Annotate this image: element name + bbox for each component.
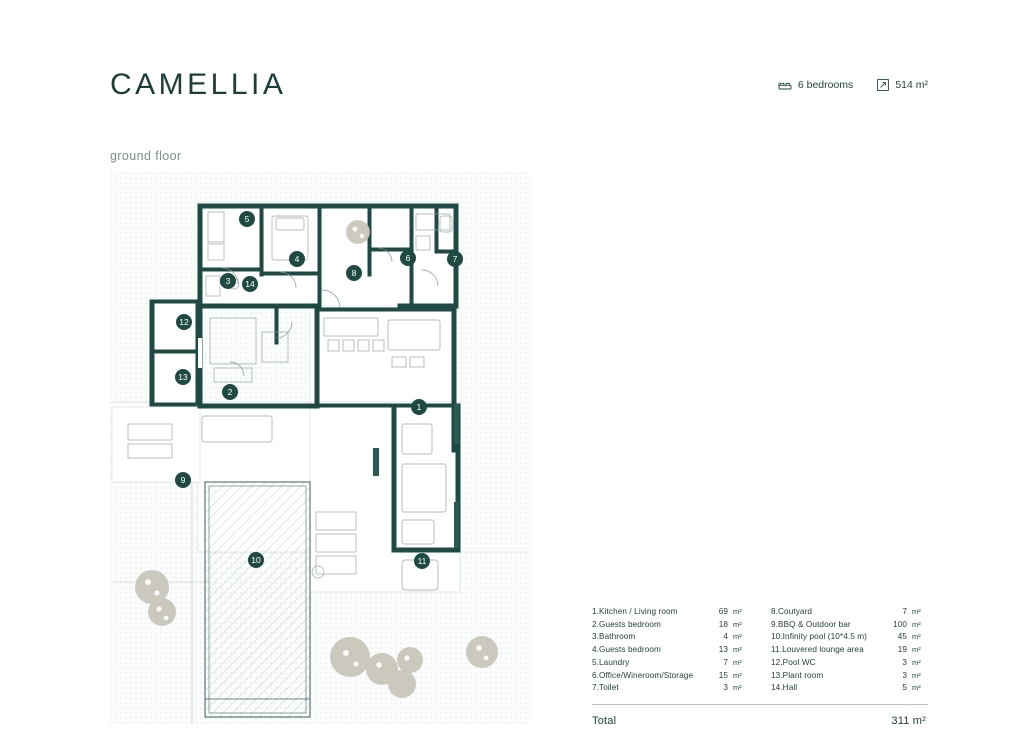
legend-value: 3	[723, 683, 728, 693]
plan-marker-number: 13	[178, 372, 188, 382]
plan-marker	[289, 251, 305, 267]
legend-unit: m²	[733, 632, 742, 642]
legend-value: 69	[718, 607, 728, 616]
legend-row	[592, 657, 749, 670]
plan-marker	[346, 265, 362, 281]
legend-value: 45	[897, 632, 907, 642]
legend-row	[771, 670, 928, 683]
plan-marker	[248, 552, 264, 568]
legend-unit: m²	[733, 657, 742, 667]
legend-label: 4.Guests bedroom	[592, 645, 661, 655]
legend-unit: m²	[733, 683, 742, 693]
legend-value: 18	[718, 619, 728, 629]
legend-value: 100	[893, 619, 907, 629]
plan-marker	[242, 276, 258, 292]
plan-marker-number: 10	[251, 555, 261, 565]
area-label: 514 m²	[895, 79, 928, 91]
floorplan-drawing	[110, 172, 530, 724]
plan-marker	[447, 251, 463, 267]
legend-divider	[592, 704, 928, 705]
plan-marker-number: 5	[244, 214, 250, 224]
legend-label: 8.Coutyard	[771, 607, 813, 616]
bed-icon	[778, 79, 792, 91]
legend-row	[771, 631, 928, 644]
area-arrow-icon	[877, 79, 889, 91]
legend-row	[771, 682, 928, 695]
legend-unit: m²	[733, 645, 742, 655]
bedrooms-meta	[778, 79, 853, 91]
area-meta	[877, 79, 928, 91]
legend-row	[592, 682, 749, 695]
plan-marker	[175, 369, 191, 385]
plan-marker-number: 8	[351, 268, 357, 278]
legend-unit: m²	[912, 607, 921, 616]
total-label: Total	[592, 714, 617, 727]
plan-marker-number: 4	[294, 254, 300, 264]
plan-marker-number: 3	[225, 276, 231, 286]
legend-unit: m²	[912, 619, 921, 629]
legend-label: 6.Office/Wineroom/Storage	[592, 670, 694, 680]
legend	[592, 606, 928, 727]
page-title: CAMELLIA	[110, 68, 287, 101]
plan-marker	[411, 399, 427, 415]
legend-label: 13.Plant room	[771, 670, 824, 680]
legend-row	[771, 619, 928, 632]
legend-value: 3	[902, 657, 907, 667]
legend-unit: m²	[912, 632, 921, 642]
legend-label: 7.Toilet	[592, 683, 619, 693]
legend-unit: m²	[733, 619, 742, 629]
legend-column-right	[771, 606, 928, 695]
legend-row	[771, 644, 928, 657]
legend-label: 11.Louvered lounge area	[771, 645, 864, 655]
bedrooms-label: 6 bedrooms	[797, 79, 854, 91]
total-value: 311 m²	[891, 714, 926, 727]
floor-label: ground floor	[110, 149, 182, 163]
legend-value: 19	[897, 645, 907, 655]
legend-label: 2.Guests bedroom	[592, 619, 661, 629]
legend-row	[592, 631, 749, 644]
legend-unit: m²	[912, 683, 921, 693]
plan-marker	[220, 273, 236, 289]
plan-marker-number: 12	[179, 317, 189, 327]
legend-row	[592, 670, 749, 683]
legend-row	[592, 619, 749, 632]
legend-value: 5	[902, 683, 907, 693]
plan-marker	[400, 250, 416, 266]
legend-unit: m²	[912, 670, 921, 680]
legend-row	[592, 606, 749, 619]
plan-marker	[222, 384, 238, 400]
plan-marker-number: 11	[417, 556, 427, 566]
legend-row	[771, 606, 928, 619]
legend-unit: m²	[733, 670, 742, 680]
legend-column-left	[592, 606, 749, 695]
header-meta	[778, 79, 928, 91]
plan-marker-number: 14	[245, 279, 255, 289]
plan-marker-number: 9	[180, 475, 186, 485]
legend-label: 10.Infinity pool (10*4.5 m)	[771, 632, 867, 642]
legend-label: 9.BBQ & Outdoor bar	[771, 619, 851, 629]
legend-row	[771, 657, 928, 670]
legend-value: 3	[902, 670, 907, 680]
plan-marker	[176, 314, 192, 330]
legend-unit: m²	[733, 607, 742, 616]
legend-value: 4	[723, 632, 728, 642]
legend-label: 5.Laundry	[592, 657, 630, 667]
plan-marker	[414, 553, 430, 569]
plan-marker-number: 7	[452, 254, 458, 264]
legend-row	[592, 644, 749, 657]
legend-label: 14.Hall	[771, 683, 798, 693]
legend-value: 7	[902, 607, 907, 616]
plan-marker-number: 6	[405, 253, 411, 263]
legend-value: 13	[718, 645, 728, 655]
plan-marker-number: 2	[227, 387, 233, 397]
legend-total	[592, 715, 928, 727]
legend-unit: m²	[912, 645, 921, 655]
legend-unit: m²	[912, 657, 921, 667]
plan-marker	[175, 472, 191, 488]
legend-value: 7	[723, 657, 728, 667]
legend-value: 15	[718, 670, 728, 680]
plan-marker	[239, 211, 255, 227]
pool-shape	[205, 482, 310, 717]
plan-marker-number: 1	[416, 402, 422, 412]
legend-label: 1.Kitchen / Living room	[592, 607, 678, 616]
legend-label: 3.Bathroom	[592, 632, 636, 642]
legend-label: 12.Pool WC	[771, 657, 816, 667]
